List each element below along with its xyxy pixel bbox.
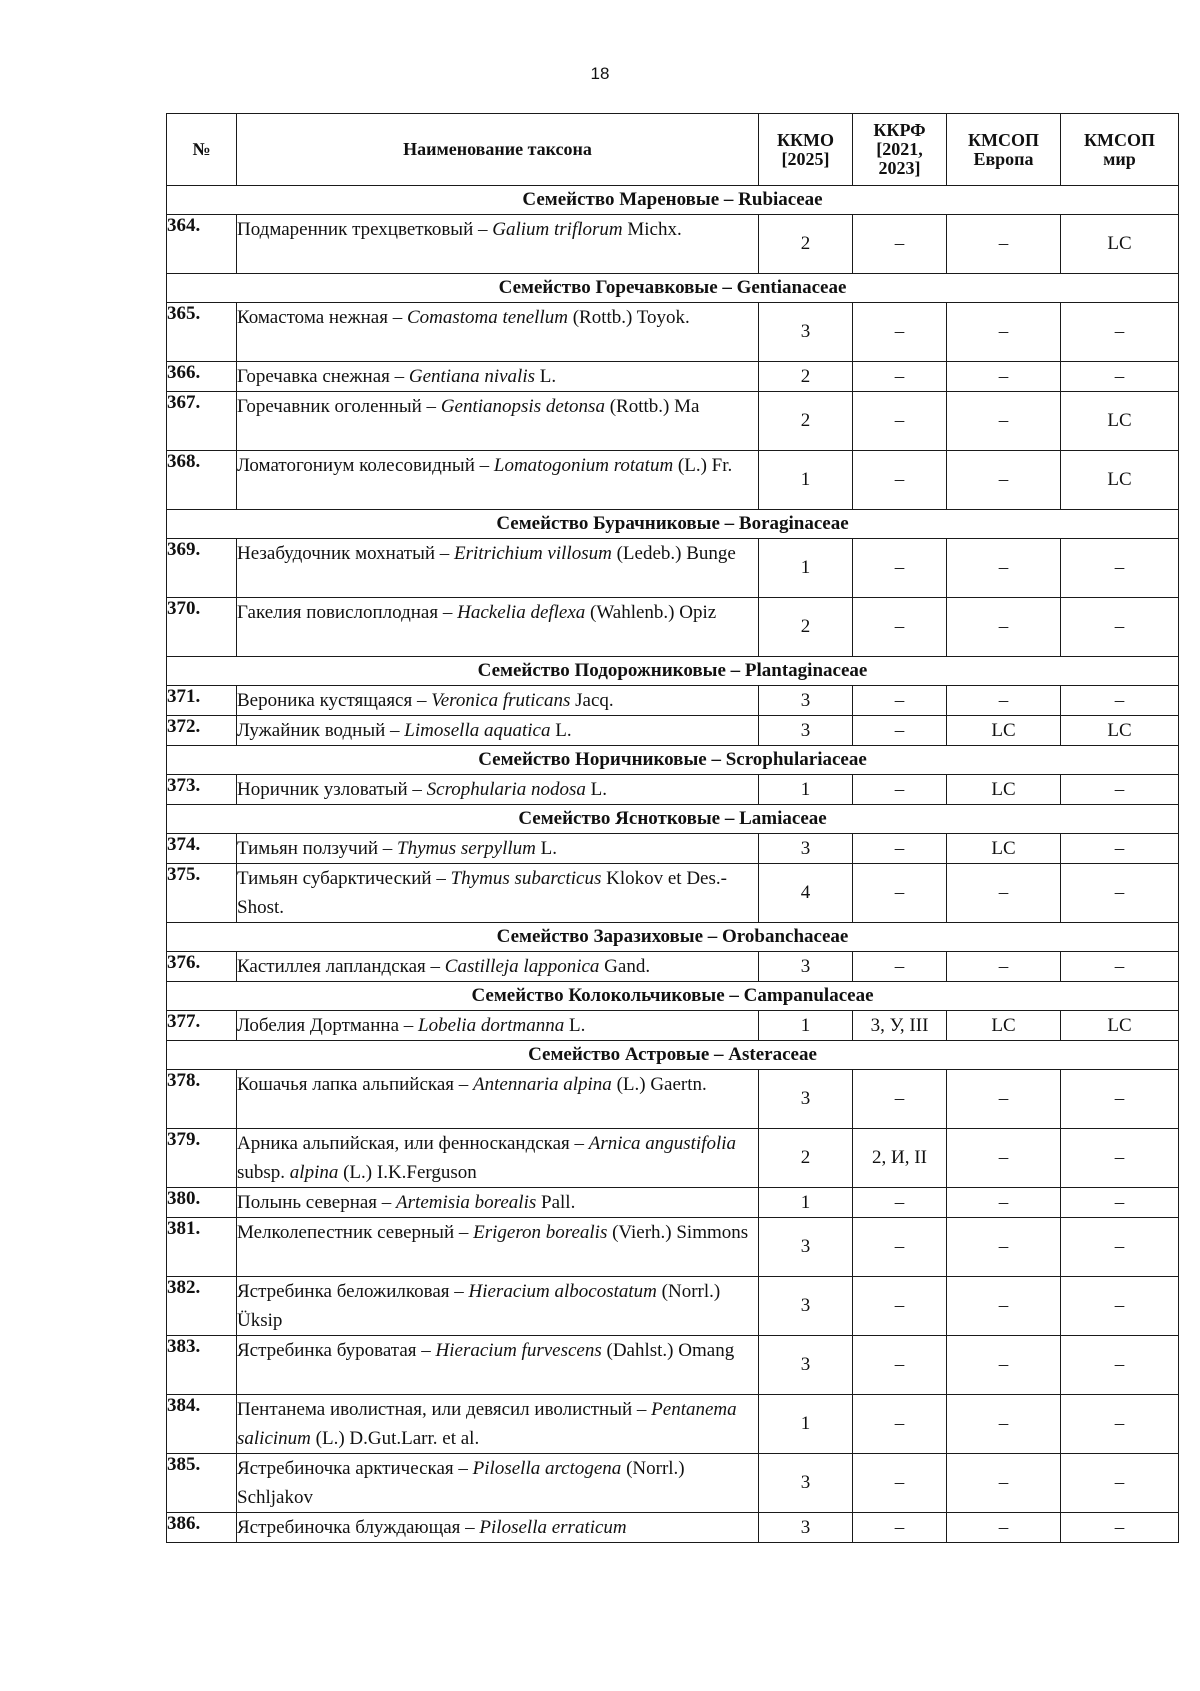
common-name: Тимьян субарктический –	[237, 868, 451, 889]
author: (L.) Fr.	[673, 455, 733, 476]
kkmo-value: 3	[759, 834, 853, 864]
family-heading: Семейство Яснотковые – Lamiaceae	[167, 805, 1179, 834]
kkrf-value: –	[853, 392, 947, 451]
ksop-europe-value: –	[947, 1277, 1061, 1336]
family-row	[167, 274, 1179, 303]
table-row	[167, 1277, 1179, 1336]
ksop-world-value: LC	[1061, 716, 1179, 746]
ksop-europe-value: LC	[947, 716, 1061, 746]
table-row	[167, 686, 1179, 716]
scientific-name: Castilleja lapponica	[444, 956, 600, 977]
kkmo-value: 1	[759, 451, 853, 510]
taxon-name	[237, 451, 759, 510]
kkrf-value: –	[853, 686, 947, 716]
author: (Norrl.) Üksip	[237, 1281, 721, 1331]
common-name: Горечавник оголенный –	[237, 396, 441, 417]
family-row	[167, 1041, 1179, 1070]
scientific-name: Gentiana nivalis	[408, 366, 536, 387]
taxon-number: 368.	[167, 451, 237, 510]
ksop-world-value: –	[1061, 1395, 1179, 1454]
taxon-name	[237, 1218, 759, 1277]
header-name: Наименование таксона	[237, 114, 759, 186]
author: L.	[535, 366, 557, 387]
author: L.	[585, 779, 607, 800]
taxon-name	[237, 362, 759, 392]
taxon-number: 367.	[167, 392, 237, 451]
taxon-number: 380.	[167, 1188, 237, 1218]
table-row	[167, 1336, 1179, 1395]
table-row	[167, 1188, 1179, 1218]
author: (Wahlenb.) Opiz	[585, 602, 717, 623]
taxon-number: 386.	[167, 1513, 237, 1543]
kkmo-value: 3	[759, 1277, 853, 1336]
author: (Norrl.) Schljakov	[237, 1458, 685, 1508]
table-row	[167, 1513, 1179, 1543]
kkrf-value: –	[853, 1218, 947, 1277]
scientific-name: Pilosella arctogena	[472, 1458, 622, 1479]
author: (L.) Gaertn.	[611, 1074, 707, 1095]
common-name: Ястребинка беложилковая –	[237, 1281, 469, 1302]
family-row	[167, 746, 1179, 775]
scientific-name: Thymus serpyllum	[397, 838, 536, 859]
taxon-number: 369.	[167, 539, 237, 598]
header-num: №	[167, 114, 237, 186]
ksop-europe-value: –	[947, 303, 1061, 362]
table-row	[167, 1011, 1179, 1041]
kkrf-value: –	[853, 1070, 947, 1129]
taxon-number: 376.	[167, 952, 237, 982]
table-row	[167, 392, 1179, 451]
kkmo-value: 3	[759, 1513, 853, 1543]
ksop-world-value: –	[1061, 539, 1179, 598]
author: L.	[550, 720, 572, 741]
table-row	[167, 1454, 1179, 1513]
kkrf-value: –	[853, 539, 947, 598]
ksop-world-value: LC	[1061, 215, 1179, 274]
table-row	[167, 864, 1179, 923]
table-row	[167, 598, 1179, 657]
taxon-name	[237, 834, 759, 864]
family-heading: Семейство Мареновые – Rubiaceae	[167, 186, 1179, 215]
family-heading: Семейство Подорожниковые – Plantaginaceae	[167, 657, 1179, 686]
kkrf-value: –	[853, 598, 947, 657]
scientific-name-part: alpina	[289, 1162, 339, 1183]
author: L.	[535, 838, 557, 859]
kkmo-value: 3	[759, 1218, 853, 1277]
scientific-name: Pilosella erraticum	[479, 1517, 627, 1538]
kkmo-value: 1	[759, 775, 853, 805]
taxon-name	[237, 539, 759, 598]
kkrf-value: –	[853, 1513, 947, 1543]
author: Michx.	[622, 219, 682, 240]
author: (Dahlst.) Omang	[601, 1340, 735, 1361]
scientific-name: Antennaria alpina	[473, 1074, 612, 1095]
ksop-europe-value: –	[947, 1336, 1061, 1395]
taxon-number: 381.	[167, 1218, 237, 1277]
kkmo-value: 3	[759, 1070, 853, 1129]
kkmo-value: 1	[759, 1395, 853, 1454]
ksop-europe-value: –	[947, 1218, 1061, 1277]
scientific-name: Artemisia borealis	[396, 1192, 537, 1213]
ksop-europe-value: –	[947, 1395, 1061, 1454]
kkmo-value: 2	[759, 598, 853, 657]
kkmo-value: 1	[759, 1188, 853, 1218]
kkrf-value: –	[853, 952, 947, 982]
kkrf-value: –	[853, 451, 947, 510]
table-row	[167, 215, 1179, 274]
ksop-world-value: –	[1061, 1513, 1179, 1543]
taxon-name	[237, 864, 759, 923]
common-name: Ястребинка буроватая –	[237, 1340, 436, 1361]
taxon-number: 372.	[167, 716, 237, 746]
taxon-name	[237, 303, 759, 362]
author: Gand.	[599, 956, 651, 977]
taxon-name	[237, 392, 759, 451]
ksop-europe-value: LC	[947, 775, 1061, 805]
common-name: Норичник узловатый –	[237, 779, 427, 800]
kkrf-value: –	[853, 1336, 947, 1395]
kkmo-value: 4	[759, 864, 853, 923]
family-row	[167, 805, 1179, 834]
ksop-europe-value: –	[947, 392, 1061, 451]
kkrf-value: 2, И, II	[853, 1129, 947, 1188]
kkrf-value: –	[853, 1395, 947, 1454]
table-row	[167, 952, 1179, 982]
table-row	[167, 303, 1179, 362]
ksop-europe-value: –	[947, 598, 1061, 657]
kkrf-value: –	[853, 303, 947, 362]
table-row	[167, 451, 1179, 510]
family-heading: Семейство Горечавковые – Gentianaceae	[167, 274, 1179, 303]
scientific-name: Hieracium furvescens	[435, 1340, 602, 1361]
ksop-europe-value: –	[947, 952, 1061, 982]
common-name: Пентанема иволистная, или девясил иволистный –	[237, 1399, 652, 1420]
common-name: Кошачья лапка альпийская –	[237, 1074, 473, 1095]
author: (Rottb.) Ma	[604, 396, 700, 417]
family-heading: Семейство Колокольчиковые – Campanulaceae	[167, 982, 1179, 1011]
kkmo-value: 1	[759, 1011, 853, 1041]
taxon-name	[237, 716, 759, 746]
ksop-world-value: –	[1061, 864, 1179, 923]
kkrf-value: –	[853, 1454, 947, 1513]
ksop-world-value: –	[1061, 1070, 1179, 1129]
taxa-table	[166, 113, 1179, 1543]
family-heading: Семейство Норичниковые – Scrophulariaceae	[167, 746, 1179, 775]
ksop-europe-value: –	[947, 864, 1061, 923]
family-heading: Семейство Бурачниковые – Boraginaceae	[167, 510, 1179, 539]
scientific-name: Scrophularia nodosa	[426, 779, 586, 800]
taxon-number: 366.	[167, 362, 237, 392]
taxon-name	[237, 1454, 759, 1513]
kkrf-value: –	[853, 362, 947, 392]
kkmo-value: 3	[759, 686, 853, 716]
table-row	[167, 362, 1179, 392]
taxon-name	[237, 215, 759, 274]
author: (Vierh.) Simmons	[607, 1222, 749, 1243]
header-kkrf: ККРФ [2021, 2023]	[853, 114, 947, 186]
kkrf-value: 3, У, III	[853, 1011, 947, 1041]
taxon-name	[237, 1336, 759, 1395]
common-name: Ястребиночка арктическая –	[237, 1458, 473, 1479]
taxon-number: 364.	[167, 215, 237, 274]
scientific-name: Thymus subarcticus	[450, 868, 602, 889]
author: Klokov et Des.-Shost.	[237, 868, 727, 918]
ksop-europe-value: –	[947, 1513, 1061, 1543]
kkrf-value: –	[853, 716, 947, 746]
ksop-europe-value: –	[947, 215, 1061, 274]
kkmo-value: 2	[759, 215, 853, 274]
kkmo-value: 2	[759, 392, 853, 451]
ksop-world-value: –	[1061, 686, 1179, 716]
ksop-world-value: LC	[1061, 1011, 1179, 1041]
taxon-name	[237, 1277, 759, 1336]
header-kkmo: ККМО [2025]	[759, 114, 853, 186]
scientific-name: Comastoma tenellum	[406, 307, 568, 328]
family-row	[167, 923, 1179, 952]
ksop-world-value: –	[1061, 834, 1179, 864]
kkrf-value: –	[853, 1277, 947, 1336]
taxon-name	[237, 598, 759, 657]
taxon-name	[237, 952, 759, 982]
taxon-number: 370.	[167, 598, 237, 657]
taxon-name	[237, 1070, 759, 1129]
ksop-world-value: –	[1061, 1336, 1179, 1395]
ksop-europe-value: –	[947, 1454, 1061, 1513]
family-row	[167, 657, 1179, 686]
common-name: Лобелия Дортманна –	[237, 1015, 419, 1036]
scientific-name: Eritrichium villosum	[454, 543, 612, 564]
author: Pall.	[536, 1192, 576, 1213]
author: L.	[564, 1015, 586, 1036]
ksop-world-value: –	[1061, 1218, 1179, 1277]
common-name: Гакелия повислоплодная –	[237, 602, 458, 623]
taxon-number: 375.	[167, 864, 237, 923]
family-row	[167, 982, 1179, 1011]
ksop-world-value: –	[1061, 1188, 1179, 1218]
family-row	[167, 510, 1179, 539]
header-ksop-europe: КМСОП Европа	[947, 114, 1061, 186]
table-row	[167, 775, 1179, 805]
ksop-europe-value: –	[947, 362, 1061, 392]
table-row	[167, 834, 1179, 864]
common-name: Тимьян ползучий –	[237, 838, 398, 859]
scientific-name: Lomatogonium rotatum	[493, 455, 674, 476]
kkmo-value: 1	[759, 539, 853, 598]
ksop-europe-value: –	[947, 1129, 1061, 1188]
taxon-number: 379.	[167, 1129, 237, 1188]
kkrf-value: –	[853, 834, 947, 864]
scientific-name: Erigeron borealis	[473, 1222, 608, 1243]
ksop-europe-value: –	[947, 686, 1061, 716]
ksop-world-value: –	[1061, 1129, 1179, 1188]
header-ksop-world: КМСОП мир	[1061, 114, 1179, 186]
common-name: Полынь северная –	[237, 1192, 397, 1213]
author-part: (L.) I.K.Ferguson	[338, 1162, 477, 1183]
taxon-name	[237, 1129, 759, 1188]
common-name: Незабудочник мохнатый –	[237, 543, 455, 564]
taxon-number: 378.	[167, 1070, 237, 1129]
taxon-name	[237, 1395, 759, 1454]
ksop-world-value: LC	[1061, 451, 1179, 510]
ksop-world-value: –	[1061, 362, 1179, 392]
ksop-world-value: –	[1061, 598, 1179, 657]
taxon-name	[237, 1011, 759, 1041]
kkmo-value: 3	[759, 303, 853, 362]
ksop-world-value: –	[1061, 303, 1179, 362]
taxon-name	[237, 1513, 759, 1543]
taxon-name	[237, 686, 759, 716]
page-number: 18	[590, 64, 610, 83]
ksop-europe-value: –	[947, 1070, 1061, 1129]
table-row	[167, 716, 1179, 746]
ksop-world-value: LC	[1061, 392, 1179, 451]
scientific-name: Hieracium albocostatum	[468, 1281, 657, 1302]
ksop-europe-value: –	[947, 1188, 1061, 1218]
common-name: Комастома нежная –	[237, 307, 407, 328]
taxon-number: 383.	[167, 1336, 237, 1395]
common-name: Вероника кустящаяся –	[237, 690, 432, 711]
common-name: Горечавка снежная –	[237, 366, 409, 387]
table-row	[167, 1218, 1179, 1277]
kkmo-value: 2	[759, 362, 853, 392]
kkmo-value: 3	[759, 716, 853, 746]
kkmo-value: 3	[759, 952, 853, 982]
kkrf-value: –	[853, 1188, 947, 1218]
scientific-name: Arnica angustifolia	[588, 1133, 737, 1154]
taxon-name	[237, 1188, 759, 1218]
taxon-number: 371.	[167, 686, 237, 716]
taxon-number: 377.	[167, 1011, 237, 1041]
scientific-name: Pentanema salicinum	[237, 1399, 737, 1449]
common-name: Подмаренник трехцветковый –	[237, 219, 493, 240]
author: (Ledeb.) Bunge	[611, 543, 736, 564]
ksop-world-value: –	[1061, 775, 1179, 805]
scientific-name: Lobelia dortmanna	[418, 1015, 565, 1036]
taxon-name	[237, 775, 759, 805]
family-row	[167, 186, 1179, 215]
header-row	[167, 114, 1179, 186]
common-name: Арника альпийская, или фенноскандская –	[237, 1133, 589, 1154]
table-row	[167, 1395, 1179, 1454]
scientific-name: Veronica fruticans	[431, 690, 571, 711]
ksop-europe-value: –	[947, 451, 1061, 510]
common-name: Мелколепестник северный –	[237, 1222, 474, 1243]
ksop-world-value: –	[1061, 1454, 1179, 1513]
scientific-name: Limosella aquatica	[404, 720, 551, 741]
kkrf-value: –	[853, 775, 947, 805]
kkmo-value: 3	[759, 1336, 853, 1395]
table-row	[167, 1070, 1179, 1129]
table-row	[167, 539, 1179, 598]
table-row	[167, 1129, 1179, 1188]
common-name: Лужайник водный –	[237, 720, 405, 741]
scientific-name: Gentianopsis detonsa	[440, 396, 605, 417]
taxon-number: 384.	[167, 1395, 237, 1454]
common-name: Ястребиночка блуждающая –	[237, 1517, 480, 1538]
taxon-number: 373.	[167, 775, 237, 805]
family-heading: Семейство Заразиховые – Orobanchaceae	[167, 923, 1179, 952]
ksop-europe-value: LC	[947, 834, 1061, 864]
kkrf-value: –	[853, 864, 947, 923]
ksop-world-value: –	[1061, 952, 1179, 982]
taxon-number: 382.	[167, 1277, 237, 1336]
author: subsp.	[237, 1162, 290, 1183]
family-heading: Семейство Астровые – Asteraceae	[167, 1041, 1179, 1070]
taxon-number: 385.	[167, 1454, 237, 1513]
scientific-name: Hackelia deflexa	[457, 602, 586, 623]
kkrf-value: –	[853, 215, 947, 274]
taxon-number: 374.	[167, 834, 237, 864]
scientific-name: Galium triflorum	[492, 219, 623, 240]
common-name: Кастиллея лапландская –	[237, 956, 445, 977]
common-name: Ломатогониум колесовидный –	[237, 455, 494, 476]
kkmo-value: 2	[759, 1129, 853, 1188]
author: (L.) D.Gut.Larr. et al.	[310, 1428, 480, 1449]
ksop-europe-value: –	[947, 539, 1061, 598]
ksop-europe-value: LC	[947, 1011, 1061, 1041]
author: (Rottb.) Toyok.	[567, 307, 690, 328]
kkmo-value: 3	[759, 1454, 853, 1513]
ksop-world-value: –	[1061, 1277, 1179, 1336]
author: Jacq.	[570, 690, 614, 711]
taxon-number: 365.	[167, 303, 237, 362]
